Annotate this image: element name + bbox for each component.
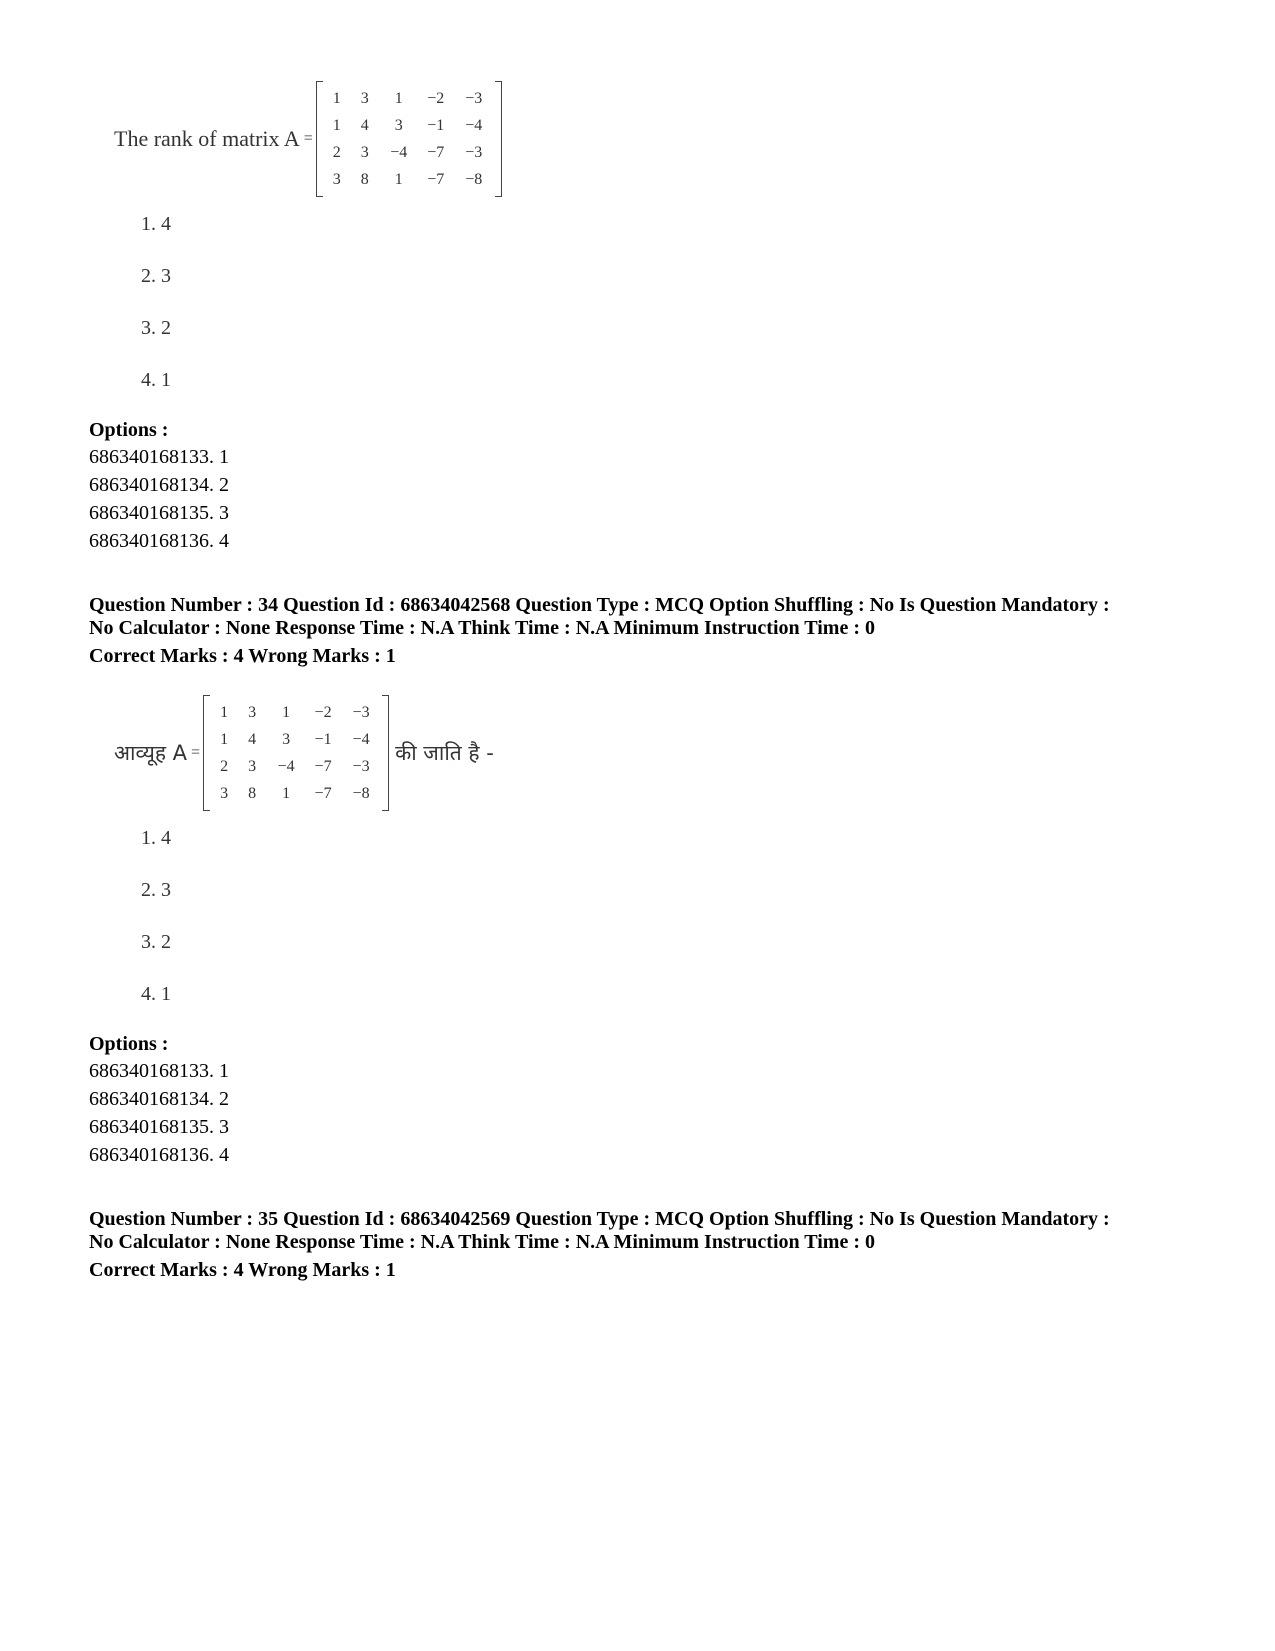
matrix-cell: −7: [427, 143, 445, 161]
matrix-cell: 4: [248, 730, 257, 748]
matrix-cell: −4: [390, 143, 408, 161]
question-33-options-heading: Options :: [89, 419, 169, 441]
matrix-cell: 3: [360, 143, 369, 161]
matrix-cell: −7: [314, 784, 332, 802]
matrix-cell: −3: [352, 703, 370, 721]
question-34-options-heading: Options :: [89, 1033, 169, 1055]
matrix-cell: 3: [332, 170, 341, 188]
question-34-meta-line-2: No Calculator : None Response Time : N.A Think Time : N.A Minimum Instruction Time : 0: [89, 617, 875, 639]
matrix-cell: −7: [314, 757, 332, 775]
matrix-cell: −3: [352, 757, 370, 775]
matrix-cell: −1: [427, 116, 445, 134]
question-33-option: 686340168136. 4: [89, 530, 229, 552]
question-33-option: 686340168134. 2: [89, 474, 229, 496]
question-34-meta-line-1: Question Number : 34 Question Id : 68634042568 Question Type : MCQ Option Shuffling : No Is Question Mandatory :: [89, 594, 1110, 616]
matrix-cell: 2: [220, 757, 229, 775]
question-34-option: 686340168133. 1: [89, 1060, 229, 1082]
matrix-cell: 8: [360, 170, 369, 188]
question-34-equals: =: [191, 744, 201, 761]
matrix-cell: −4: [352, 730, 370, 748]
matrix-cell: −2: [314, 703, 332, 721]
matrix-cell: 4: [360, 116, 369, 134]
question-33-stem: [114, 81, 502, 197]
matrix-cell: 8: [248, 784, 257, 802]
matrix-cell: 1: [282, 784, 291, 802]
question-33-choice: 1. 4: [141, 213, 171, 235]
question-34-matrix: [203, 695, 389, 811]
matrix-cell: −2: [427, 89, 445, 107]
question-33-option: 686340168135. 3: [89, 502, 229, 524]
question-34-option: 686340168134. 2: [89, 1088, 229, 1110]
question-34-stem-prefix: आव्यूह A: [114, 741, 188, 765]
matrix-cell: −8: [465, 170, 483, 188]
matrix-cell: −7: [427, 170, 445, 188]
matrix-cell: 3: [282, 730, 291, 748]
matrix-cell: 1: [282, 703, 291, 721]
matrix-cell: 1: [394, 170, 403, 188]
matrix-cell: −8: [352, 784, 370, 802]
question-34-marks: Correct Marks : 4 Wrong Marks : 1: [89, 645, 396, 667]
question-34-choice: 3. 2: [141, 931, 171, 953]
question-33-stem-text: The rank of matrix A: [114, 126, 300, 151]
question-33-equals: =: [303, 130, 313, 147]
question-33-choice: 3. 2: [141, 317, 171, 339]
question-34-option: 686340168136. 4: [89, 1144, 229, 1166]
matrix-cell: 3: [360, 89, 369, 107]
matrix-cell: −4: [465, 116, 483, 134]
matrix-cell: −1: [314, 730, 332, 748]
question-34-stem-suffix: की जाति है -: [395, 741, 494, 765]
question-34-choice: 1. 4: [141, 827, 171, 849]
question-33-choice: 2. 3: [141, 265, 171, 287]
matrix-cell: 3: [220, 784, 229, 802]
matrix-cell: −3: [465, 89, 483, 107]
question-35-meta-line-2: No Calculator : None Response Time : N.A Think Time : N.A Minimum Instruction Time : 0: [89, 1231, 875, 1253]
question-34-choice: 4. 1: [141, 983, 171, 1005]
matrix-cell: 1: [220, 730, 229, 748]
matrix-cell: 1: [220, 703, 229, 721]
matrix-cell: 3: [248, 757, 257, 775]
matrix-cell: −4: [277, 757, 295, 775]
matrix-cell: 1: [332, 116, 341, 134]
matrix-cell: 2: [332, 143, 341, 161]
question-35-marks: Correct Marks : 4 Wrong Marks : 1: [89, 1259, 396, 1281]
question-34-choice: 2. 3: [141, 879, 171, 901]
question-33-matrix: [316, 81, 502, 197]
question-33-choice: 4. 1: [141, 369, 171, 391]
matrix-cell: 3: [394, 116, 403, 134]
question-35-meta-line-1: Question Number : 35 Question Id : 68634042569 Question Type : MCQ Option Shuffling : No Is Question Mandatory :: [89, 1208, 1110, 1230]
question-34-stem: [114, 695, 494, 811]
matrix-cell: 3: [248, 703, 257, 721]
question-34-option: 686340168135. 3: [89, 1116, 229, 1138]
matrix-cell: −3: [465, 143, 483, 161]
matrix-cell: 1: [394, 89, 403, 107]
matrix-cell: 1: [332, 89, 341, 107]
question-33-option: 686340168133. 1: [89, 446, 229, 468]
